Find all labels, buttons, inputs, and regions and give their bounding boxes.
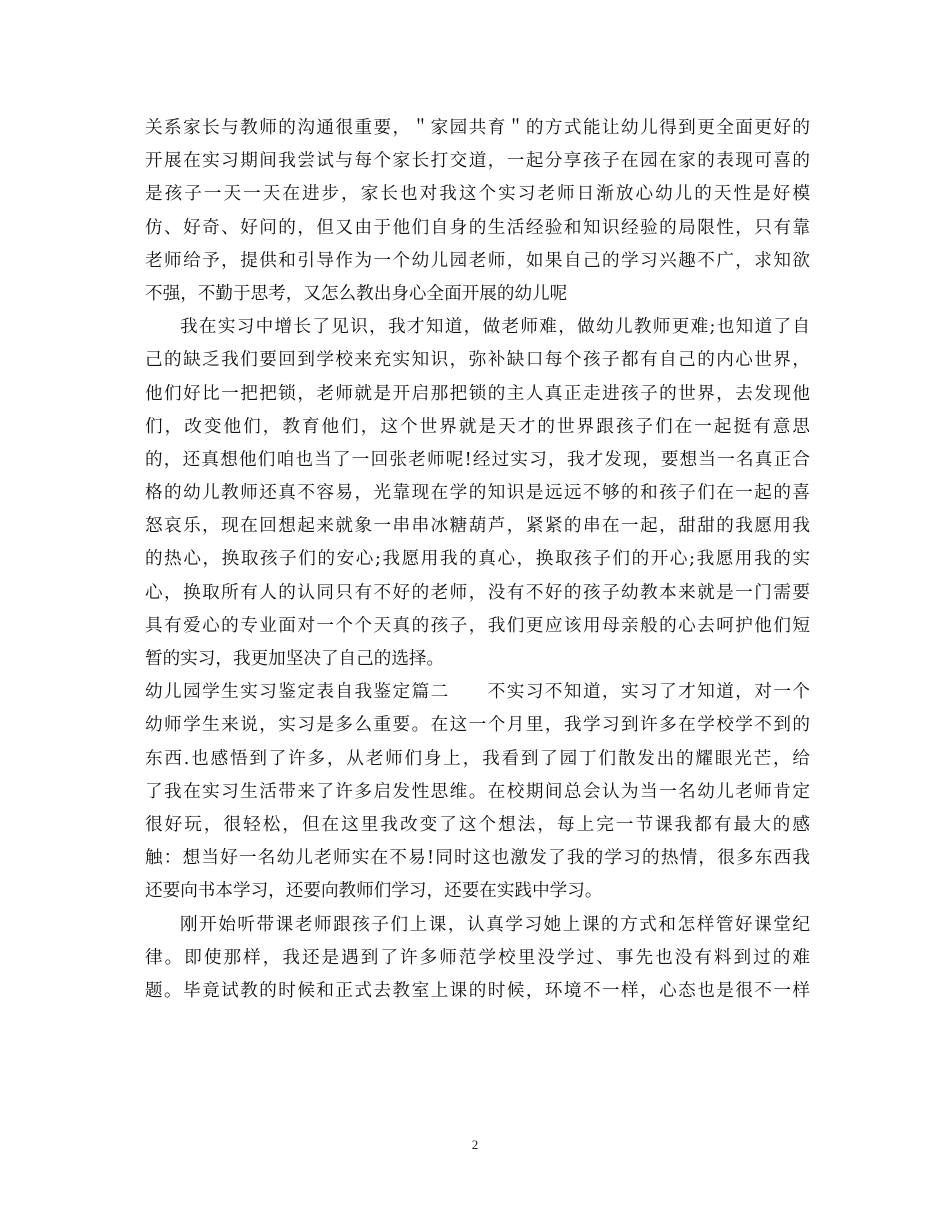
text-line: 他们好比一把把锁，老师就是开启那把锁的主人真正走进孩子的世界，去发现他	[145, 383, 810, 404]
text-line: 触：想当好一名幼儿老师实在不易!同时这也激发了我的学习的热情，很多东西我	[145, 848, 810, 869]
text-line: 仿、好奇、好问的，但又由于他们自身的生活经验和知识经验的局限性，只有靠	[145, 217, 810, 238]
text-line: 格的幼儿教师还真不容易，光靠现在学的知识是远远不够的和孩子们在一起的喜	[145, 483, 810, 504]
text-line: 幼师学生来说，实习是多么重要。在这一个月里，我学习到许多在学校学不到的	[145, 715, 810, 736]
text-line: 开展在实习期间我尝试与每个家长打交道，一起分享孩子在园在家的表现可喜的	[145, 151, 810, 172]
text-line: 怒哀乐，现在回想起来就象一串串冰糖葫芦，紧紧的串在一起，甜甜的我愿用我	[145, 516, 810, 537]
text-line: 不强，不勤于思考，又怎么教出身心全面开展的幼儿呢	[145, 283, 568, 304]
text-line: 关系家长与教师的沟通很重要，＂家园共育＂的方式能让幼儿得到更全面更好的	[145, 118, 810, 138]
text-line: 是孩子一天一天在进步，家长也对我这个实习老师日渐放心幼儿的天性是好模	[145, 184, 810, 205]
text-line: 暂的实习，我更加坚决了自己的选择。	[145, 649, 445, 669]
text-line: 的，还真想他们咱也当了一回张老师呢!经过实习，我才发现，要想当一名真正合	[145, 449, 810, 470]
text-line: 己的缺乏我们要回到学校来充实知识，弥补缺口每个孩子都有自己的内心世界，	[145, 350, 810, 371]
text-line: 律。即使那样，我还是遇到了许多师范学校里没学过、事先也没有料到过的难	[145, 947, 810, 968]
page-number: 2	[471, 1137, 479, 1152]
text-line: 刚开始听带课老师跟孩子们上课，认真学习她上课的方式和怎样管好课堂纪	[180, 914, 810, 935]
body-text	[145, 112, 810, 1008]
text-line: 们，改变他们，教育他们，这个世界就是天才的世界跟孩子们在一起挺有意思	[145, 416, 810, 437]
text-line: 了我在实习生活带来了许多启发性思维。在校期间总会认为当一名幼儿老师肯定	[145, 781, 810, 802]
text-line: 具有爱心的专业面对一个个天真的孩子，我们更应该用母亲般的心去呵护他们短	[145, 615, 810, 636]
text-line: 很好玩，很轻松，但在这里我改变了这个想法，每上完一节课我都有最大的感	[145, 814, 810, 835]
text-line: 老师给予，提供和引导作为一个幼儿园老师，如果自己的学习兴趣不广，求知欲	[145, 250, 810, 271]
text-line: 还要向书本学习，还要向教师们学习，还要在实践中学习。	[145, 881, 603, 902]
text-line: 东西.也感悟到了许多，从老师们身上，我看到了园丁们散发出的耀眼光芒，给	[145, 748, 810, 769]
text-line: 我在实习中增长了见识，我才知道，做老师难，做幼儿教师更难;也知道了自	[180, 317, 810, 338]
text-line: 题。毕竟试教的时候和正式去教室上课的时候，环境不一样，心态也是很不一样	[145, 980, 810, 1001]
text-line: 心，换取所有人的认同只有不好的老师，没有不好的孩子幼教本来就是一门需要	[145, 582, 810, 603]
text-line: 的热心，换取孩子们的安心;我愿用我的真心，换取孩子们的开心;我愿用我的实	[145, 549, 810, 570]
text-line: 幼儿园学生实习鉴定表自我鉴定篇二 不实习不知道，实习了才知道，对一个	[145, 682, 810, 703]
